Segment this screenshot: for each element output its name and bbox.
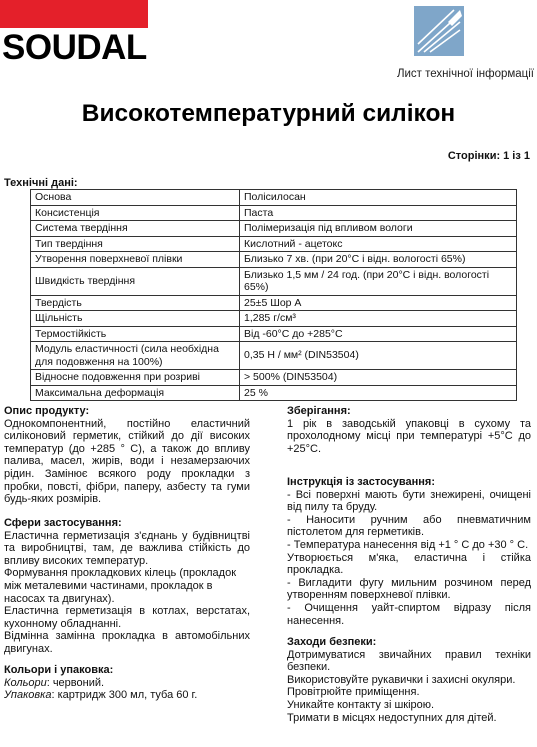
tech-value: 0,35 Н / мм² (DIN53504): [240, 342, 517, 370]
tech-property: Твердість: [31, 295, 240, 311]
tech-value: Полімеризація під впливом вологи: [240, 221, 517, 237]
application-item: Формування прокладкових кілець (прокладок між металевими частинами, прокладок в насосах та двигунах).: [4, 567, 237, 605]
instructions-section: [287, 476, 531, 627]
instruction-item: - Очищення уайт-спиртом відразу після нанесення.: [287, 601, 531, 627]
tech-value: 1,285 г/см³: [240, 311, 517, 327]
tech-row: [31, 342, 517, 370]
sheet-title: Лист технічної інформації: [396, 68, 534, 80]
storage-text: 1 рік в заводській упаковці в сухому та прохолодному місці при температурі +5°C до +25°C.: [287, 417, 531, 455]
colors-packaging-section: [4, 664, 250, 702]
tech-property: Щільність: [31, 311, 240, 327]
tech-data-table: [30, 189, 517, 401]
tech-property: Швидкість твердіння: [31, 267, 240, 295]
section-heading: Зберігання:: [287, 405, 351, 417]
pages-label: Сторінки:: [447, 150, 501, 162]
tech-value: 25±5 Шор А: [240, 295, 517, 311]
instruction-item: - Температура нанесення від +1 ° C до +30 ° C.: [287, 538, 529, 551]
safety-item: Тримати в місцях недоступних для дітей.: [287, 711, 497, 724]
instruction-item: - Вигладити фугу мильним розчином перед утворенням поверхневої плівки.: [287, 576, 531, 602]
tech-row: [31, 311, 517, 327]
tech-value: Паста: [240, 205, 517, 221]
storage-section: [287, 405, 531, 455]
description-text: Однокомпонентний, постійно еластичний силіконовий герметик, стійкий до дії високих температур (до +285 ° C), а також до впливу палива, масел, жирів, води і незамерзаючих рідин. Замінює всякого роду прокладки з пробки, повсті, фібри, паперу, азбесту та гуми будь-яких розмірів.: [4, 417, 250, 506]
application-item: Еластична герметизація в котлах, верстатах, кухонному обладнанні.: [4, 605, 250, 630]
safety-item: Використовуйте рукавички і захисні окуляри.: [287, 673, 516, 686]
product-description-section: [4, 405, 250, 506]
section-heading: Заходи безпеки:: [287, 636, 377, 648]
tech-value: Близько 1,5 мм / 24 год. (при 20°C і відн. вологості 65%): [240, 267, 517, 295]
tech-row: [31, 236, 517, 252]
tech-row: [31, 221, 517, 237]
brand-logo: SOUDAL: [2, 28, 147, 67]
safety-text: Дотримуватися звичайних правил техніки безпеки.: [287, 648, 531, 674]
tech-row: [31, 370, 517, 386]
safety-item: Провітрюйте приміщення.: [287, 686, 420, 699]
tech-row: [31, 190, 517, 206]
safety-section: [287, 636, 531, 724]
tech-property: Максимальна деформація: [31, 385, 240, 401]
packaging-line: Упаковка: картридж 300 мл, туба 60 г.: [4, 689, 198, 702]
tech-property: Модуль еластичності (сила необхідна для подовження на 100%): [31, 342, 240, 370]
tech-row: [31, 252, 517, 268]
safety-item: Уникайте контакту зі шкірою.: [287, 698, 435, 711]
instruction-item: - Всі поверхні мають бути знежирені, очищені від пилу та бруду.: [287, 488, 531, 514]
tech-value: Від -60°C до +285°C: [240, 326, 517, 342]
tech-row: [31, 205, 517, 221]
applications-section: [4, 517, 250, 656]
application-item: Відмінна замінна прокладка в автомобільних двигунах.: [4, 630, 250, 655]
pages-value: 1 із 1: [503, 150, 530, 162]
tech-row: [31, 295, 517, 311]
logo-mark-icon: [414, 6, 464, 56]
colors-line: Кольори: червоний.: [4, 676, 105, 689]
page-counter: [350, 150, 530, 162]
section-heading: Кольори і упаковка:: [4, 664, 114, 676]
tech-property: Утворення поверхневої плівки: [31, 252, 240, 268]
brand-red-bar: [0, 0, 148, 28]
tech-property: Тип твердіння: [31, 236, 240, 252]
tech-value: Близько 7 хв. (при 20°C і відн. вологості 65%): [240, 252, 517, 268]
tech-value: > 500% (DIN53504): [240, 370, 517, 386]
tech-property: Термостійкість: [31, 326, 240, 342]
tech-property: Консистенція: [31, 205, 240, 221]
tech-value: Полісилосан: [240, 190, 517, 206]
tech-data-heading: Технічні дані:: [4, 177, 78, 189]
page-title: Високотемпературний силікон: [81, 100, 456, 127]
instruction-item: Утворюється м'яка, еластична і стійка прокладка.: [287, 551, 531, 577]
application-item: Еластична герметизація з'єднань у будівництві та виробництві, там, де важлива стійкість до впливу високих температур.: [4, 529, 250, 567]
tech-property: Відносне подовження при розриві: [31, 370, 240, 386]
tech-row: [31, 385, 517, 401]
section-heading: Опис продукту:: [4, 405, 90, 417]
tech-property: Система твердіння: [31, 221, 240, 237]
tech-row: [31, 267, 517, 295]
instruction-item: - Наносити ручним або пневматичним пістолетом для герметиків.: [287, 513, 531, 539]
tech-value: Кислотний - ацетокс: [240, 236, 517, 252]
tech-row: [31, 326, 517, 342]
section-heading: Сфери застосування:: [4, 517, 122, 529]
tech-value: 25 %: [240, 385, 517, 401]
section-heading: Інструкція із застосування:: [287, 476, 435, 488]
tech-property: Основа: [31, 190, 240, 206]
